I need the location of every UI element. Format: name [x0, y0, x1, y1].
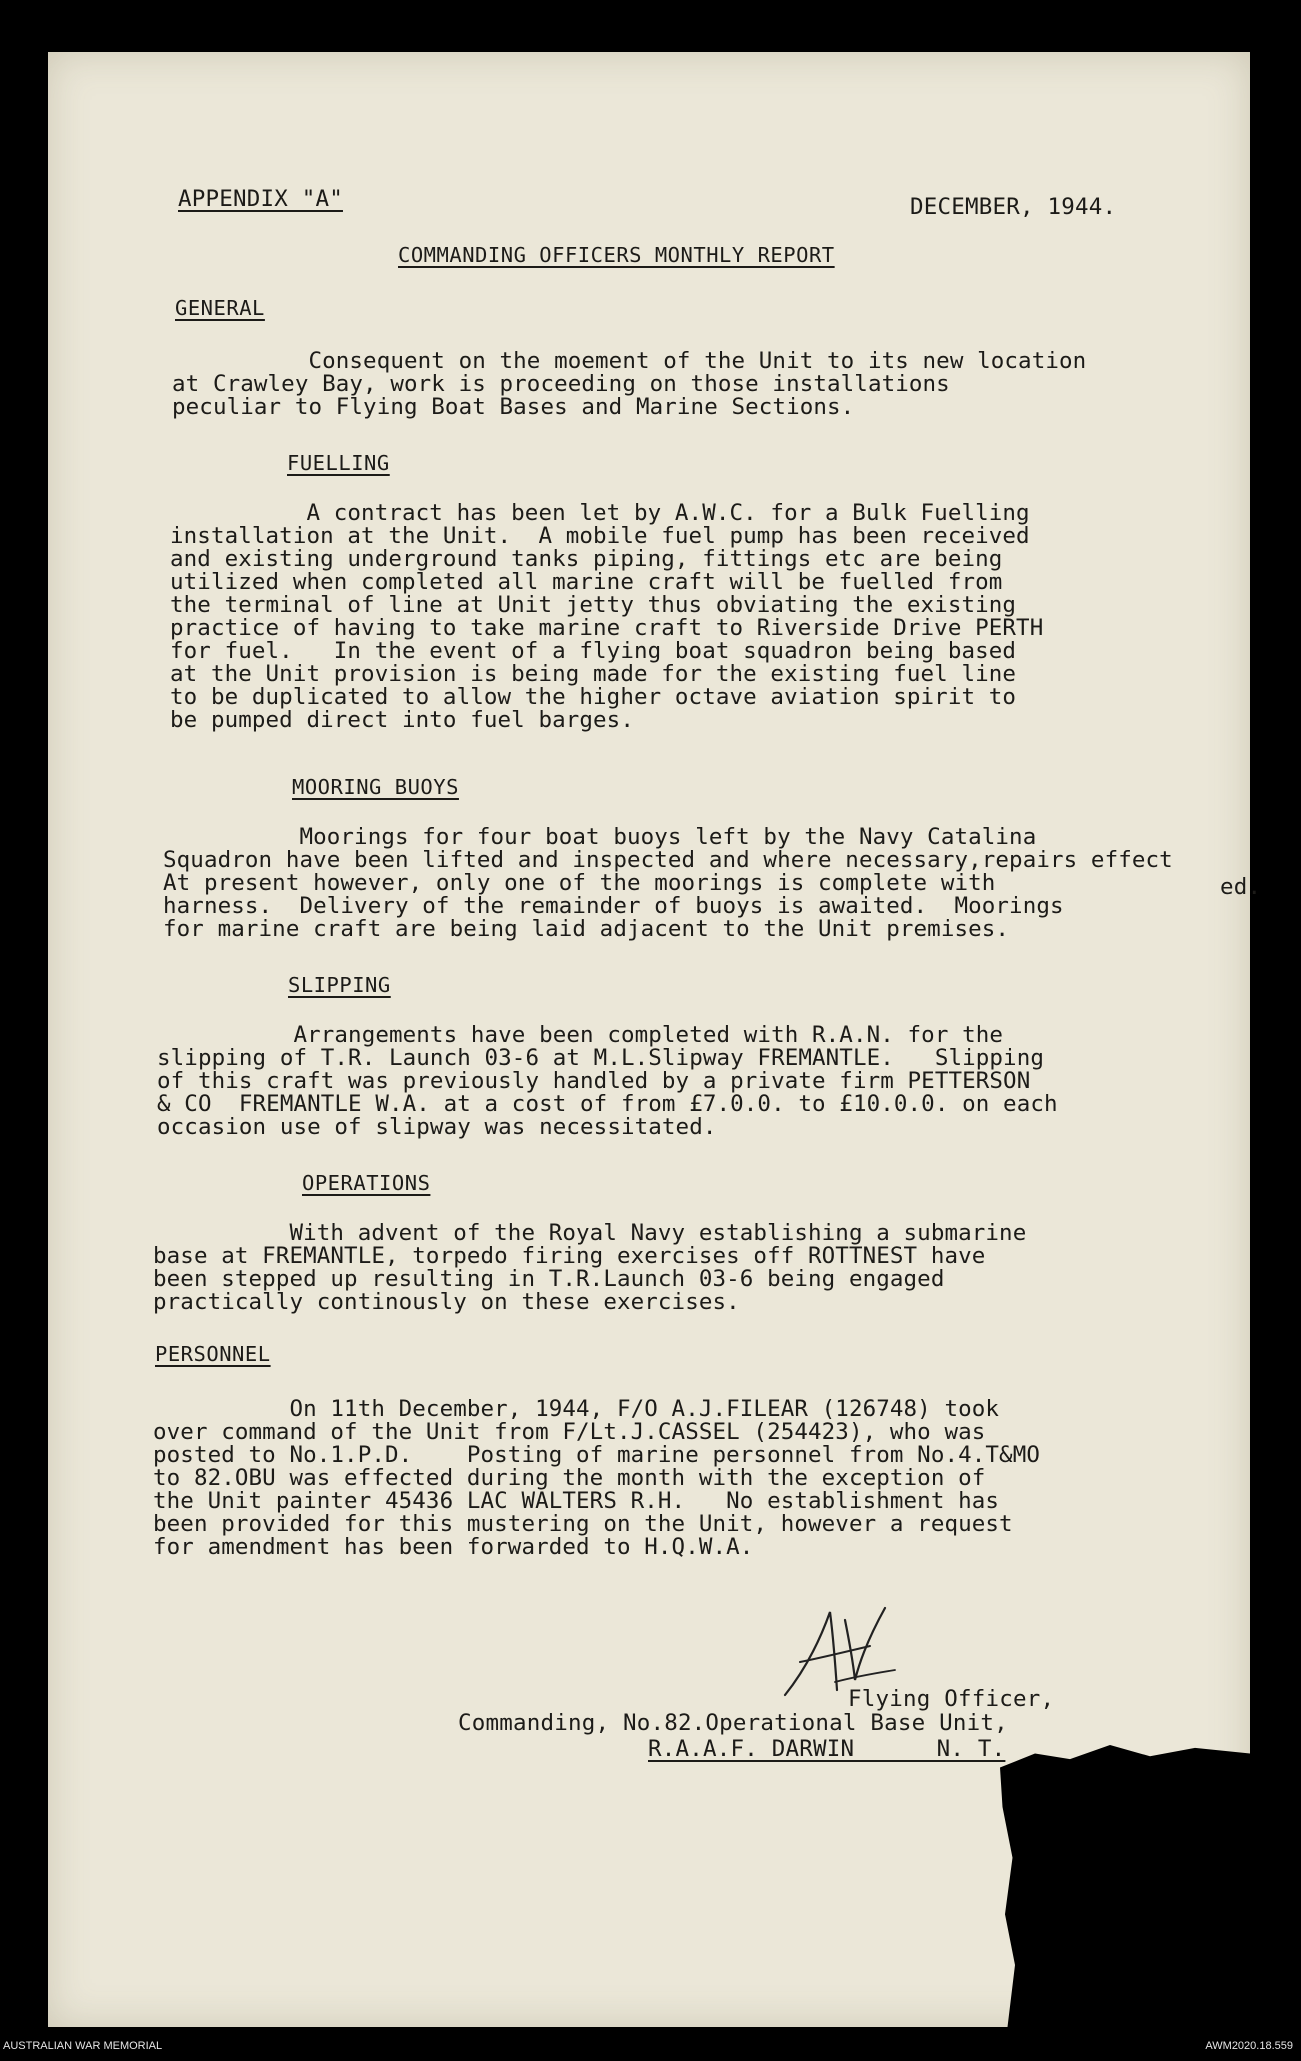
archive-footer-right: AWM2020.18.559 [1205, 2040, 1293, 2052]
body-line: Squadron have been lifted and inspected and where necessary,repairs effect [163, 847, 1173, 873]
body-line: harness. Delivery of the remainder of buoys is awaited. Moorings [163, 893, 1064, 919]
signatory-position: Commanding, No.82.Operational Base Unit, [458, 1710, 1008, 1736]
body-line: to be duplicated to allow the higher octave aviation spirit to [170, 684, 1017, 710]
section-heading-operations: OPERATIONS [302, 1171, 431, 1195]
body-line: & CO FREMANTLE W.A. at a cost of from £7.0.0. to £10.0.0. on each [157, 1091, 1058, 1117]
body-line: for fuel. In the event of a flying boat squadron being based [170, 638, 1017, 664]
body-line: the terminal of line at Unit jetty thus obviating the existing [170, 592, 1017, 618]
body-line: for amendment has been forwarded to H.Q.W.A. [153, 1534, 754, 1560]
section-body-operations [153, 1222, 1026, 1314]
body-line: Arrangements have been completed with R.A.N. for the [157, 1022, 1004, 1048]
margin-note: ed. [1220, 874, 1262, 900]
body-line: occasion use of slipway was necessitated. [157, 1114, 717, 1140]
body-line: to 82.OBU was effected during the month with the exception of [153, 1465, 986, 1491]
section-heading-personnel: PERSONNEL [155, 1342, 271, 1366]
section-body-fuelling [170, 502, 1043, 732]
section-body-mooring-buoys [163, 826, 1173, 941]
appendix-label: APPENDIX "A" [178, 186, 343, 212]
section-body-general [172, 350, 1086, 419]
body-line: At present however, only one of the moorings is complete with [163, 870, 996, 896]
body-line: peculiar to Flying Boat Bases and Marine Sections. [172, 394, 855, 420]
body-line: utilized when completed all marine craft will be fuelled from [170, 569, 1003, 595]
body-line: at the Unit provision is being made for the existing fuel line [170, 661, 1017, 687]
body-line: over command of the Unit from F/Lt.J.CASSEL (254423), who was [153, 1419, 986, 1445]
torn-corner [1000, 1745, 1250, 2027]
body-line: at Crawley Bay, work is proceeding on those installations [172, 371, 950, 397]
archive-footer-left: AUSTRALIAN WAR MEMORIAL [3, 2040, 163, 2052]
body-line: installation at the Unit. A mobile fuel pump has been received [170, 523, 1030, 549]
body-line: With advent of the Royal Navy establishing a submarine [153, 1220, 1027, 1246]
body-line: base at FREMANTLE, torpedo firing exercises off ROTTNEST have [153, 1243, 986, 1269]
section-heading-fuelling: FUELLING [287, 451, 390, 475]
section-heading-mooring-buoys: MOORING BUOYS [292, 775, 459, 799]
section-body-slipping [157, 1024, 1058, 1139]
body-line: been stepped up resulting in T.R.Launch 03-6 being engaged [153, 1266, 945, 1292]
section-heading-slipping: SLIPPING [288, 973, 391, 997]
body-line: practice of having to take marine craft to Riverside Drive PERTH [170, 615, 1044, 641]
body-line: posted to No.1.P.D. Posting of marine personnel from No.4.T&MO [153, 1442, 1040, 1468]
section-body-personnel [153, 1398, 1040, 1559]
body-line: Moorings for four boat buoys left by the Navy Catalina [163, 824, 1037, 850]
body-line: been provided for this mustering on the Unit, however a request [153, 1511, 1013, 1537]
body-line: of this craft was previously handled by a private firm PETTERSON [157, 1068, 1031, 1094]
body-line: slipping of T.R. Launch 03-6 at M.L.Slipway FREMANTLE. Slipping [157, 1045, 1044, 1071]
signatory-location: R.A.A.F. DARWIN N. T. [648, 1736, 1006, 1762]
body-line: A contract has been let by A.W.C. for a Bulk Fuelling [170, 500, 1030, 526]
signatory-rank: Flying Officer, [848, 1686, 1055, 1712]
report-date: DECEMBER, 1944. [910, 194, 1117, 220]
page-title: COMMANDING OFFICERS MONTHLY REPORT [398, 243, 835, 267]
body-line: be pumped direct into fuel barges. [170, 707, 634, 733]
body-line: practically continously on these exercises. [153, 1289, 740, 1315]
section-heading-general: GENERAL [175, 296, 265, 320]
body-line: for marine craft are being laid adjacent to the Unit premises. [163, 916, 1010, 942]
body-line: Consequent on the moement of the Unit to its new location [172, 348, 1087, 374]
body-line: On 11th December, 1944, F/O A.J.FILEAR (126748) took [153, 1396, 1000, 1422]
body-line: the Unit painter 45436 LAC WALTERS R.H. No establishment has [153, 1488, 1000, 1514]
body-line: and existing underground tanks piping, fittings etc are being [170, 546, 1003, 572]
